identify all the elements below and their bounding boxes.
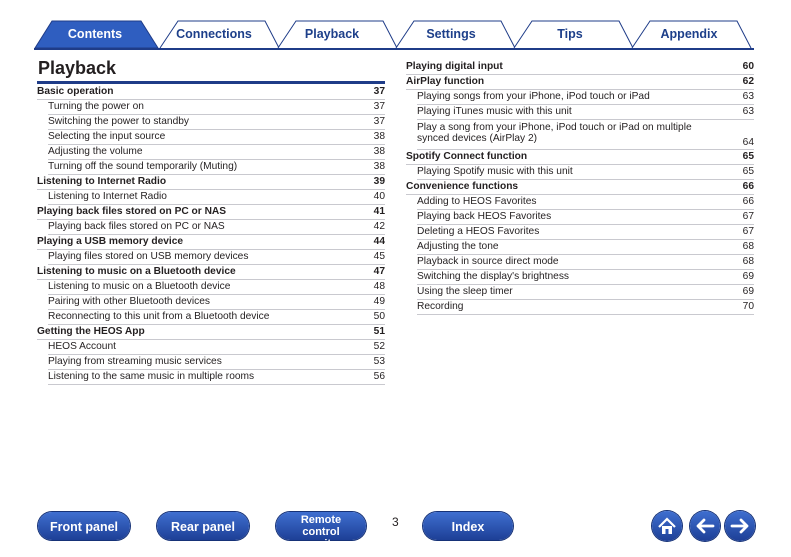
rear-panel-label: Rear panel [171,520,235,534]
toc-section-row[interactable] [37,235,385,250]
toc-entry-title: Playing digital input [406,61,503,72]
toc-page-number: 69 [742,286,754,297]
toc-entry-title: Playing from streaming music services [48,356,222,367]
toc-entry-row[interactable] [417,210,754,225]
toc-entry-title: Playing songs from your iPhone, iPod touch or iPad [417,91,650,102]
toc-page-number: 50 [373,311,385,322]
toc-page-number: 48 [373,281,385,292]
front-panel-button[interactable] [38,512,130,540]
toc-entry-row[interactable] [417,90,754,105]
toc-page-number: 37 [373,116,385,127]
toc-entry-title: Turning off the sound temporarily (Muting) [48,161,238,172]
toc-entry-title: Listening to music on a Bluetooth device [37,266,236,277]
toc-entry-row[interactable] [417,120,754,150]
arrow-right-icon [725,511,755,541]
toc-entry-title: Reconnecting to this unit from a Bluetooth device [48,311,270,322]
toc-page-number: 70 [742,301,754,312]
toc-entry-row[interactable] [48,130,385,145]
tab-appendix-label[interactable]: Appendix [660,27,718,41]
page-title: Playback [38,58,117,78]
toc-page-number: 42 [373,221,385,232]
toc-page-number: 37 [373,101,385,112]
index-button[interactable] [423,512,513,540]
toc-section-row[interactable] [406,60,754,75]
toc-page-number: 56 [373,371,385,382]
toc-page-number: 39 [373,176,385,187]
remote-control-label-line1: Remote control [300,514,342,538]
toc-entry-title: Adjusting the tone [417,241,499,252]
toc-entry-title: Playing files stored on USB memory devices [48,251,249,262]
toc-page-number: 49 [373,296,385,307]
toc-page-number: 63 [742,91,754,102]
toc-entry-row[interactable] [417,270,754,285]
toc-page-number: 63 [742,106,754,117]
tab-tips-label[interactable]: Tips [557,27,583,41]
toc-entry-title: Adjusting the volume [48,146,143,157]
toc-entry-title: Switching the display's brightness [417,271,570,282]
toc-entry-title: Listening to Internet Radio [37,176,167,187]
rear-panel-button[interactable] [157,512,249,540]
toc-entry-title: Adding to HEOS Favorites [417,196,537,207]
toc-entry-title: Using the sleep timer [417,286,513,297]
toc-entry-title: Playback in source direct mode [417,256,559,267]
toc-page-number: 65 [742,166,754,177]
toc-page-number: 66 [742,181,754,192]
toc-entry-row[interactable] [48,100,385,115]
toc-page-number: 38 [373,131,385,142]
toc-entry-title: Getting the HEOS App [37,326,145,337]
toc-section-row[interactable] [37,265,385,280]
toc-entry-title: Pairing with other Bluetooth devices [48,296,210,307]
toc-section-row[interactable] [406,180,754,195]
toc-entry-title: Play a song from your iPhone, iPod touch or iPad on multiple synced devices (AirPlay 2) [417,122,692,144]
toc-entry-row[interactable] [48,250,385,265]
toc-entry-row[interactable] [48,310,385,325]
remote-control-label-line2: unit [310,538,332,550]
index-label: Index [451,520,485,534]
toc-entry-row[interactable] [48,355,385,370]
toc-entry-row[interactable] [417,195,754,210]
toc-entry-title: Switching the power to standby [48,116,190,127]
toc-entry-title: Playing iTunes music with this unit [417,106,572,117]
tab-settings-label[interactable]: Settings [426,27,476,41]
toc-page-number: 45 [373,251,385,262]
toc-entry-title: Playing back files stored on PC or NAS [48,221,225,232]
toc-entry-title: Turning the power on [48,101,144,112]
front-panel-label: Front panel [49,520,119,534]
toc-entry-title: Deleting a HEOS Favorites [417,226,540,237]
toc-entry-row[interactable] [48,190,385,205]
toc-page-number: 40 [373,191,385,202]
toc-entry-row[interactable] [417,240,754,255]
arrow-left-icon [690,511,720,541]
toc-entry-title: Listening to Internet Radio [48,191,167,202]
toc-section-row[interactable] [37,205,385,220]
toc-page-number: 60 [742,61,754,72]
toc-entry-title: Playing back files stored on PC or NAS [37,206,227,217]
toc-page-number: 68 [742,256,754,267]
toc-page-number: 52 [373,341,385,352]
toc-entry-title: Playing Spotify music with this unit [417,166,573,177]
toc-entry-row[interactable] [417,285,754,300]
toc-entry-row[interactable] [417,300,754,315]
toc-page-number: 64 [742,137,754,148]
toc-entry-row[interactable] [48,145,385,160]
toc-entry-row[interactable] [48,370,385,385]
toc-section-row[interactable] [406,150,754,165]
toc-entry-title: Playing back HEOS Favorites [417,211,552,222]
toc-entry-row[interactable] [417,105,754,120]
toc-entry-title: AirPlay function [406,76,485,87]
toc-entry-row[interactable] [48,280,385,295]
toc-page-number: 37 [373,86,385,97]
toc-section-row[interactable] [37,325,385,340]
tab-connections-label[interactable]: Connections [176,27,252,41]
toc-entry-row[interactable] [48,295,385,310]
tab-shapes [0,0,791,52]
toc-entry-title: Playing a USB memory device [37,236,184,247]
toc-entry-title: Listening to music on a Bluetooth device [48,281,231,292]
toc-page-number: 69 [742,271,754,282]
toc-section-row[interactable] [37,85,385,100]
toc-page-number: 62 [742,76,754,87]
toc-page-number: 51 [373,326,385,337]
toc-page-number: 47 [373,266,385,277]
toc-entry-title: Listening to the same music in multiple rooms [48,371,255,382]
tab-bar [0,0,791,50]
tab-playback-label[interactable]: Playback [304,27,360,41]
toc-entry-row[interactable] [417,255,754,270]
toc-entry-title: Convenience functions [406,181,519,192]
home-icon [652,511,682,541]
toc-page-number: 41 [373,206,385,217]
toc-page-number: 66 [742,196,754,207]
toc-page-number: 67 [742,211,754,222]
title-divider [37,81,385,84]
toc-entry-row[interactable] [48,220,385,235]
forward-button[interactable] [725,511,755,541]
toc-entry-title: Recording [417,301,464,312]
toc-entry-row[interactable] [417,165,754,180]
page-number: 3 [392,515,399,529]
home-button[interactable] [652,511,682,541]
toc-page-number: 65 [742,151,754,162]
toc-entry-title: HEOS Account [48,341,116,352]
tab-contents-label[interactable]: Contents [67,27,123,41]
toc-page-number: 44 [373,236,385,247]
toc-page-number: 38 [373,161,385,172]
back-button[interactable] [690,511,720,541]
toc-section-row[interactable] [406,75,754,90]
toc-entry-row[interactable] [48,340,385,355]
toc-entry-title: Selecting the input source [48,131,166,142]
toc-entry-title: Basic operation [37,86,114,97]
toc-entry-row[interactable] [417,225,754,240]
toc-page-number: 67 [742,226,754,237]
toc-page-number: 68 [742,241,754,252]
remote-control-unit-button[interactable] [276,512,366,550]
toc-page-number: 38 [373,146,385,157]
toc-page-number: 53 [373,356,385,367]
toc-entry-title: Spotify Connect function [406,151,528,162]
toc-section-row[interactable] [37,175,385,190]
toc-entry-row[interactable] [48,160,385,175]
toc-entry-row[interactable] [48,115,385,130]
